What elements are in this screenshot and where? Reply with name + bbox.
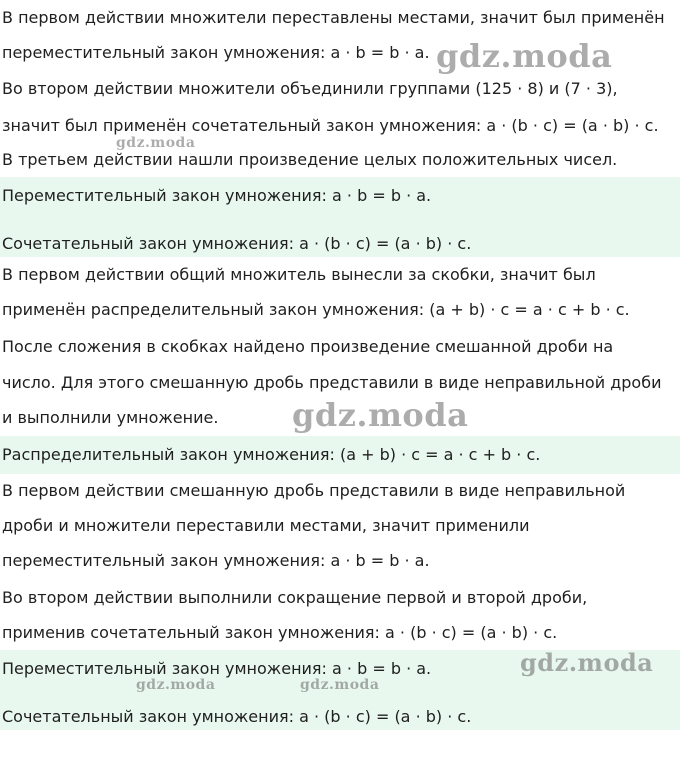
text-line: Во втором действии множители объединили группами (125 · 8) и (7 · 3), bbox=[2, 79, 618, 98]
watermark: gdz.moda bbox=[520, 648, 654, 677]
text-line: применив сочетательный закон умножения: a · (b · c) = (a · b) · c. bbox=[2, 623, 558, 642]
text-line: В первом действии смешанную дробь представили в виде неправильной bbox=[2, 481, 626, 500]
text-line: применён распределительный закон умножения: (a + b) · c = a · c + b · c. bbox=[2, 300, 630, 319]
text-line: В первом действии множители переставлены местами, значит был применён bbox=[2, 8, 665, 27]
text-line: После сложения в скобках найдено произведение смешанной дроби на bbox=[2, 337, 614, 356]
text-line: число. Для этого смешанную дробь представили в виде неправильной дроби bbox=[2, 373, 662, 392]
text-line: дроби и множители переставили местами, значит применили bbox=[2, 516, 530, 535]
text-line: переместительный закон умножения: a · b = b · a. bbox=[2, 551, 430, 570]
rule-line: Переместительный закон умножения: a · b = b · a. bbox=[2, 659, 432, 678]
text-line: Во втором действии выполнили сокращение первой и второй дроби, bbox=[2, 588, 588, 607]
text-line: и выполнили умножение. bbox=[2, 408, 219, 427]
watermark: gdz.moda bbox=[300, 677, 380, 693]
rule-line: Распределительный закон умножения: (a + b) · c = a · c + b · c. bbox=[2, 445, 541, 464]
rule-line: Сочетательный закон умножения: a · (b · c) = (a · b) · c. bbox=[2, 707, 472, 726]
watermark: gdz.moda bbox=[292, 396, 469, 434]
watermark: gdz.moda bbox=[116, 135, 196, 151]
text-line: В третьем действии нашли произведение целых положительных чисел. bbox=[2, 150, 618, 169]
rule-line: Переместительный закон умножения: a · b = b · a. bbox=[2, 186, 432, 205]
text-line: В первом действии общий множитель вынесли за скобки, значит был bbox=[2, 265, 596, 284]
watermark: gdz.moda bbox=[136, 677, 216, 693]
rule-line: Сочетательный закон умножения: a · (b · c) = (a · b) · c. bbox=[2, 234, 472, 253]
text-line: переместительный закон умножения: a · b = b · a. bbox=[2, 43, 430, 62]
watermark: gdz.moda bbox=[436, 37, 613, 75]
text-line: значит был применён сочетательный закон умножения: a · (b · c) = (a · b) · c. bbox=[2, 116, 659, 135]
